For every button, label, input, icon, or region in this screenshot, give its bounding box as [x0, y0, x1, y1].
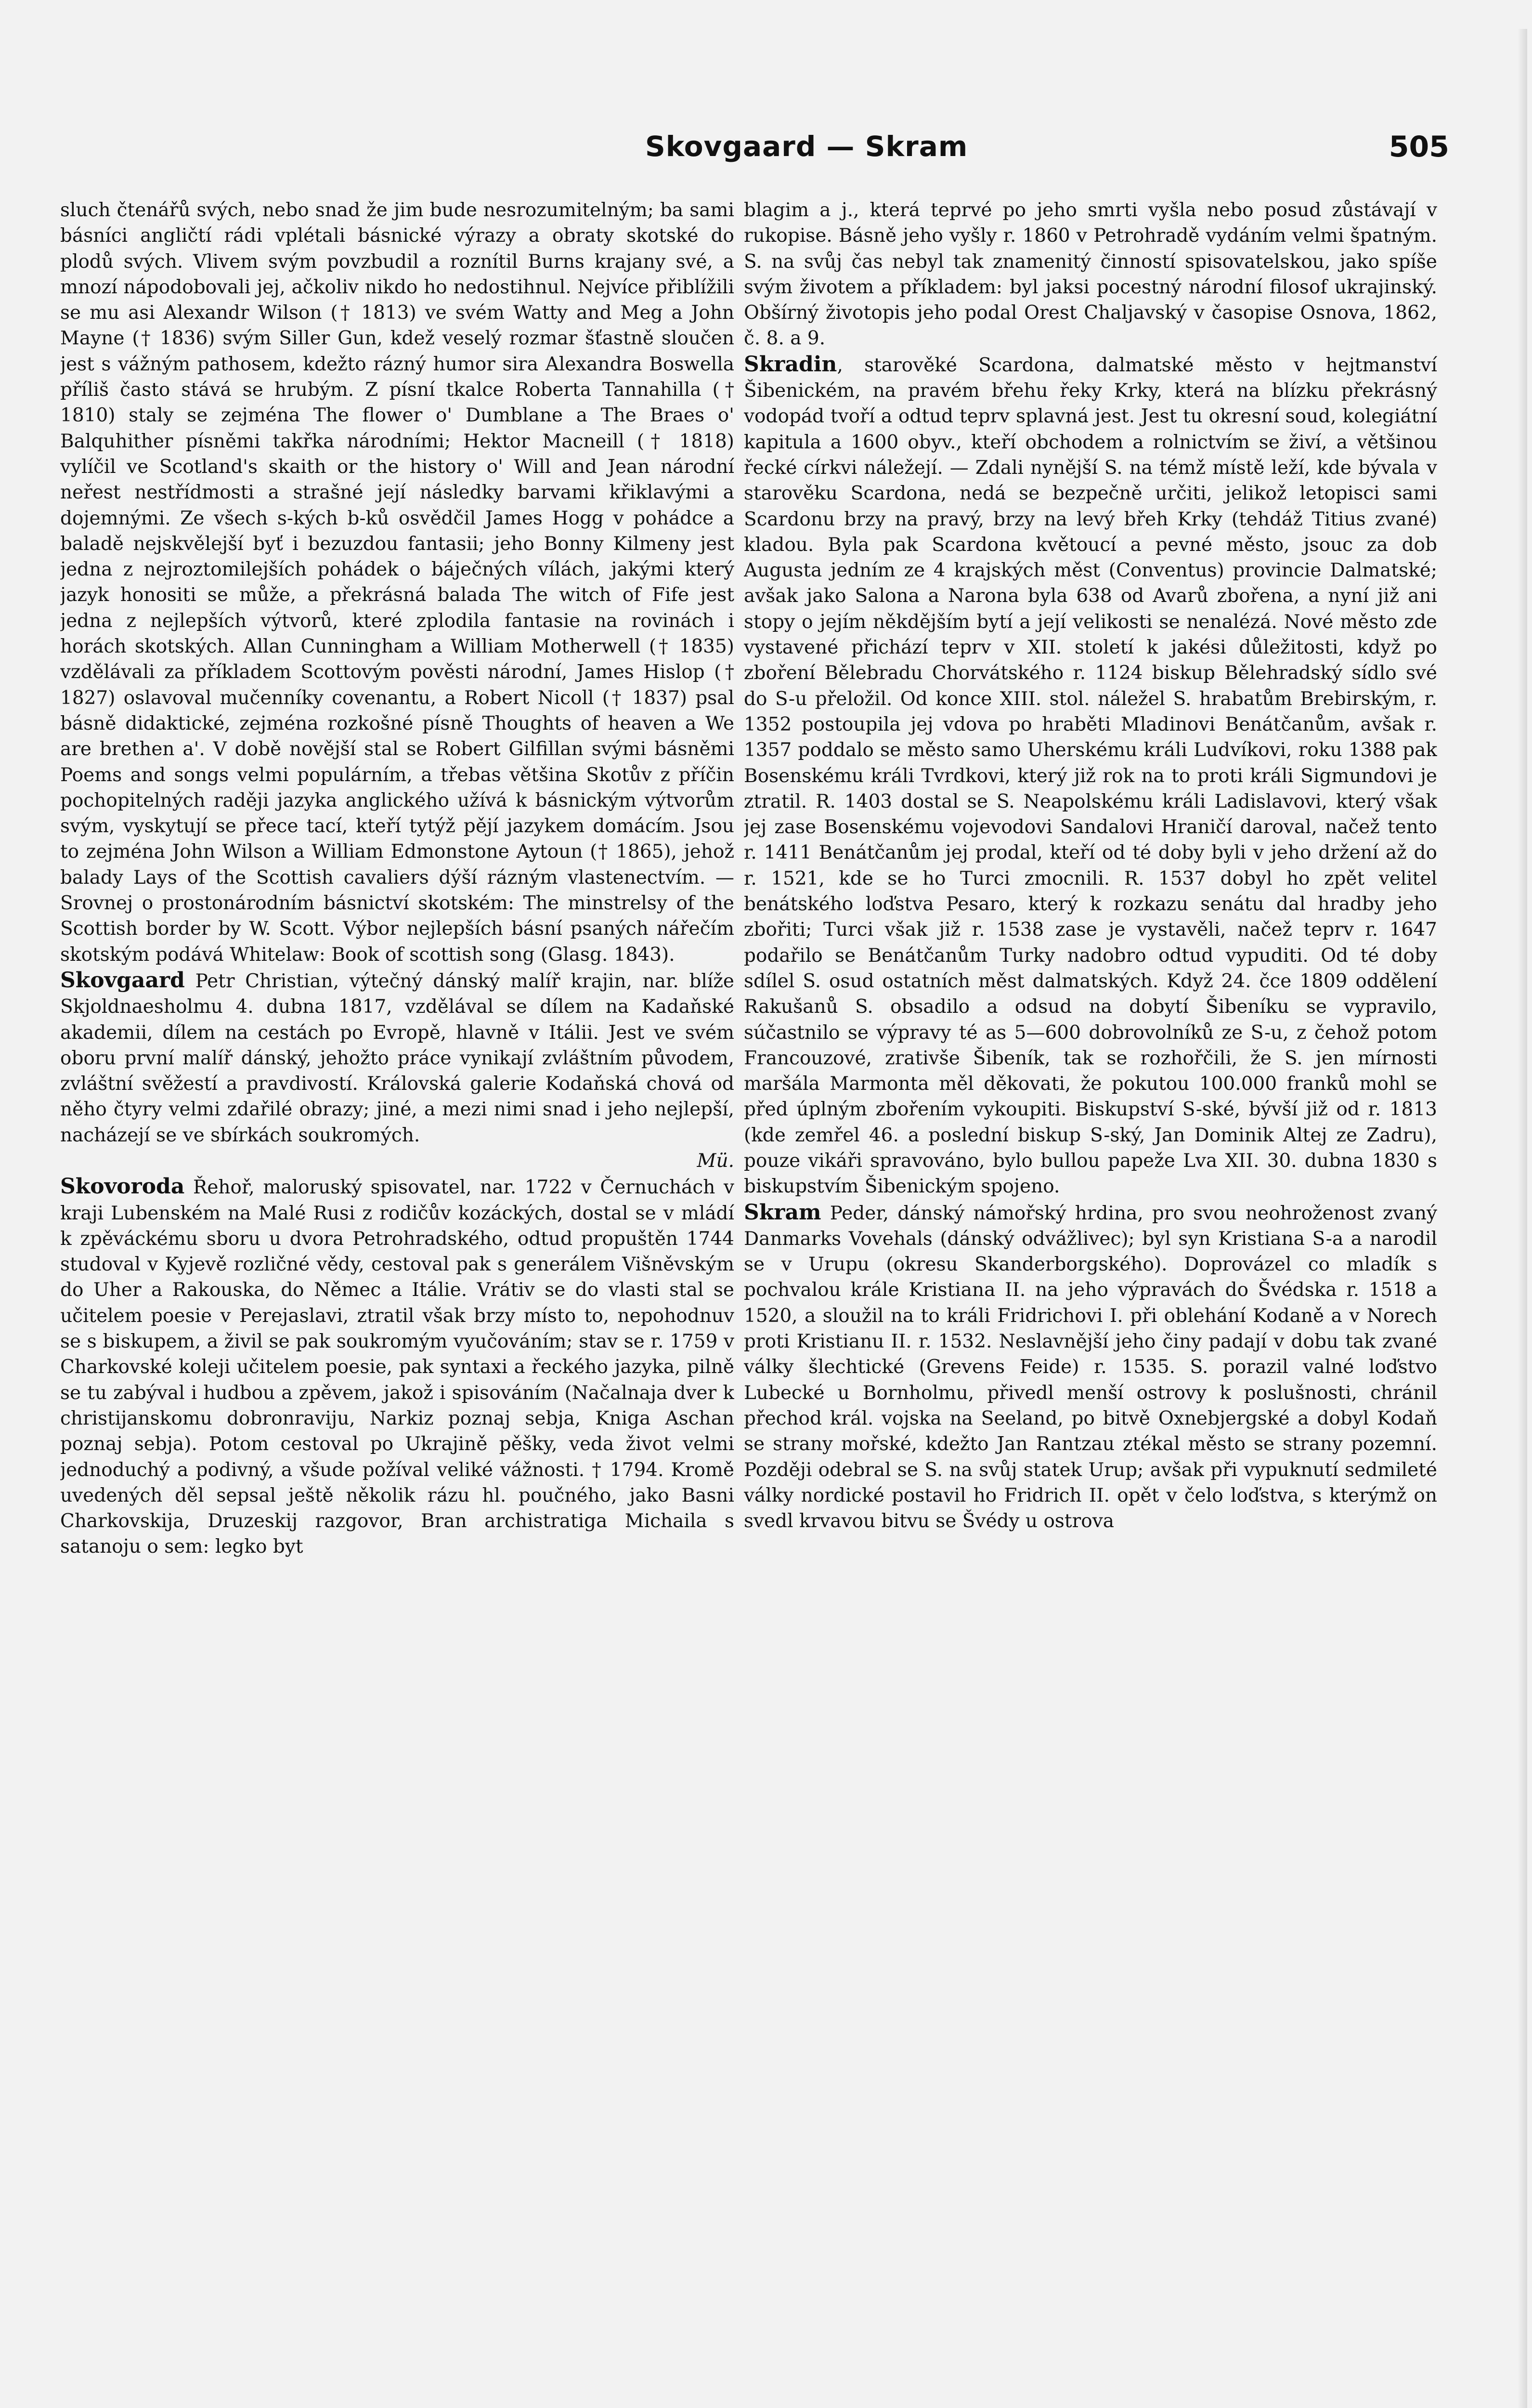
entry-skram	[744, 1200, 1437, 1534]
entry-signature: Mü.	[697, 1150, 734, 1172]
page-edge-shadow	[1518, 29, 1527, 2408]
entry-text: Řehoř, maloruský spisovatel, nar. 1722 v Černuchách v kraji Lubenském na Malé Rusi z rodičův kozáckých, dostal se v mládí k zpěváckému sboru u dvora Petrohradského, odtud propuštěn 1744 studoval v Kyjevě rozličné vědy, cestoval pak s generálem Višněvským do Uher a Rakouska, do Němec a Itálie. Vrátiv se do vlasti stal se učitelem poesie v Perejaslavi, ztratil však brzy místo to, nepohodnuv se s biskupem, a živil se pak soukromým vyučováním; stav se r. 1759 v Charkovské koleji učitelem poesie, pak syntaxi a řeckého jazyka, pilně se tu zabýval i hudbou a zpěvem, jakož i spisováním (Načalnaja dver k christijanskomu dobronraviju, Narkiz poznaj sebja, Kniga Aschan poznaj sebja). Potom cestoval po Ukrajině pěšky, veda život velmi jednoduchý a podivný, a všude požíval veliké vážnosti. † 1794. Kromě uvedených děl sepsal ještě několik rázu hl. poučného, jako Basni Charkovskija, Druzeskij razgovor, Bran archistratiga Michaila s satanoju o sem: legko byt	[60, 1177, 734, 1558]
entry-text: Peder, dánský námořský hrdina, pro svou neohroženost zvaný Danmarks Vovehals (dánský odvážlivec); byl syn Kristiana S-a a narodil se v Urupu (okresu Skanderborgského). Doprovázel co mladík s pochvalou krále Kristiana II. na jeho výpravách do Švédska r. 1518 a 1520, a sloužil na to králi Fridrichovi I. při oblehání Kodaně a v Norech proti Kristianu II. r. 1532. Neslavnější jeho činy padají v dobu tak zvané války šlechtické (Grevens Feide) r. 1535. S. porazil valné loďstvo Lubecké u Bornholmu, přivedl menší ostrovy k poslušnosti, chránil přechod král. vojska na Seeland, po bitvě Oxnebjergské a dobyl Kodaň se strany mořské, kdežto Jan Rantzau ztékal město se strany pozemní. Později odebral se S. na svůj statek Urup; avšak při vypuknutí sedmileté války nordické postavil ho Fridrich II. opět v čelo loďstva, s kterýmž on svedl krvavou bitvu se Švédy u ostrova	[744, 1202, 1437, 1532]
left-column	[60, 197, 734, 2408]
right-column	[744, 197, 1437, 2408]
running-title: Skovgaard — Skram	[645, 130, 968, 163]
entry-term: Skovgaard	[60, 968, 185, 993]
entry-term: Skovoroda	[60, 1174, 185, 1199]
entry-text: Petr Christian, výtečný dánský malíř krajin, nar. blíže Skjoldnaesholmu 4. dubna 1817, vzdělával se dílem na Kadaňské akademii, dílem na cestách po Evropě, hlavně v Itálii. Jest ve svém oboru první malíř dánský, jehožto práce vynikají zvláštním původem, zvláštní svěžestí a pravdivostí. Královská galerie Kodaňská chová od něho čtyry velmi zdařilé obrazy; jiné, a mezi nimi snad i jeho nejlepší, nacházejí se ve sbírkách soukromých.	[60, 970, 734, 1146]
page-header	[53, 130, 1449, 173]
entry-term: Skram	[744, 1200, 821, 1225]
entry-skovoroda	[60, 1174, 734, 1559]
entry-text: starověké Scardona, dalmatské město v hejtmanství Šibenickém, na pravém břehu řeky Krky, která na blízku překrásný vodopád tvoří a odtud teprv splavná jest. Jest tu okresní soud, kolegiátní kapitula a 1600 obyv., kteří obchodem a rolnictvím se živí, a většinou řecké církvi náležejí. — Zdali nynější S. na témž místě leží, kde bývala v starověku Scardona, nedá se bezpečně určiti, jelikož letopisci sami Scardonu brzy na pravý, brzy na levý břeh Krky (tehdáž Titius zvané) kladou. Byla pak Scardona květoucí a pevné město, jsouc za dob Augusta jedním ze 4 krajských měst (Conventus) provincie Dalmatské; avšak jako Salona a Narona byla 638 od Avarů zbořena, a nyní již ani stopy o jejím někdějším bytí a její velikosti se nenalézá. Nové město zde vystavené přichází teprv v XII. století k jakési důležitosti, když po zboření Bělebradu Chorvátského r. 1124 biskup Bělehradský sídlo své do S-u přeložil. Od konce XIII. stol. náležel S. hrabatům Brebirským, r. 1352 postoupila jej vdova po hraběti Mladinovi Benátčanům, avšak r. 1357 poddalo se město samo Uherskému králi Ludvíkovi, roku 1388 pak Bosenskému králi Tvrdkovi, který již rok na to proti králi Sigmundovi je ztratil. R. 1403 dostal se S. Neapolskému králi Ladislavovi, který však jej zase Bosenskému vojevodovi Sandalovi Hraničí daroval, načež tento r. 1411 Benátčanům jej prodal, kteří od té doby byli v jeho držení až do r. 1521, kde se ho Turci zmocnili. R. 1537 dobyl ho zpět velitel benátského loďstva Pesaro, který k rozkazu senátu dal hradby jeho zbořiti; Turci však již r. 1538 zase je vystavěli, načež teprv r. 1647 podařilo se Benátčanům Turky nadobro odtud vypuditi. Od té doby sdílel S. osud ostatních měst dalmatských. Když 24. čce 1809 oddělení Rakušanů S. obsadilo a odsud na dobytí Šibeníku se vypravilo, súčastnilo se výpravy té as 5—600 dobrovolníků ze S-u, z čehož potom Francouzové, zrativše Šibeník, tak se rozhořčili, že S. jen mírnosti maršála Marmonta měl děkovati, že pokutou 100.000 franků mohl se před úplným zbořením vykoupiti. Biskupství S-ské, bývší již od r. 1813 (kde zemřel 46. a poslední biskup S-ský, Jan Dominik Altej ze Zadru), pouze vikáři spravováno, bylo bullou papeže Lva XII. 30. dubna 1830 s biskupstvím Šibenickým spojeno.	[744, 354, 1437, 1198]
entry-skradin: Skradin, starověké Scardona, dalmatské město v hejtmanství Šibenickém, na pravém břehu řeky Krky, která na blízku překrásný vodopád tvoří a odtud teprv splavná jest. Jest tu okresní soud, kolegiátní kapitula a 1600 obyv., kteří obchodem a rolnictvím se živí, a většinou řecké církvi náležejí. — Zdali nynější S. na témž místě leží, kde bývala v starověku Scardona, nedá se bezpečně určiti, jelikož letopisci sami Scardonu brzy na pravý, brzy na levý břeh Krky (tehdáž Titius zvané) kladou. Byla pak Scardona květoucí a pevné město, jsouc za dob Augusta jedním ze 4 krajských měst (Conventus) provincie Dalmatské; avšak jako Salona a Narona byla 638 od Avarů zbořena, a nyní již ani stopy o jejím někdějším bytí a její velikosti se nenalézá. Nové město zde vystavené přichází teprv v XII. století k jakési důležitosti, když po zboření Bělebradu Chorvátského r. 1124 biskup Bělehradský sídlo své do S-u přeložil. Od konce XIII. stol. náležel S. hrabatům Brebirským, r. 1352 postoupila jej vdova po hraběti Mladinovi Benátčanům, avšak r. 1357 poddalo se město samo Uherskému králi Ludvíkovi, roku 1388 pak Bosenskému králi Tvrdkovi, který již rok na to proti králi Sigmundovi je ztratil. R. 1403 dostal se S. Neapolskému králi Ladislavovi, který však jej zase Bosenskému vojevodovi Sandalovi Hraničí daroval, načež tento r. 1411 Benátčanům jej prodal, kteří od té doby byli v jeho držení až do r. 1521, kde se ho Turci zmocnili. R. 1537 dobyl ho zpět velitel benátského loďstva Pesaro, který k rozkazu senátu dal hradby jeho zbořiti; Turci však již r. 1538 zase je vystavěli, načež teprv r. 1647 podařilo se Benátčanům Turky nadobro odtud vypuditi. Od té doby sdílel S. osud ostatních měst dalmatských. Když 24. čce 1809 oddělení Rakušanů S. obsadilo a odsud na dobytí Šibeníku se vypravilo, súčastnilo se výpravy té as 5—600 dobrovolníků ze S-u, z čehož potom Francouzové, zrativše Šibeník, tak se rozhořčili, že S. jen mírnosti maršála Marmonta měl děkovati, že pokutou 100.000 franků mohl se před úplným zbořením vykoupiti. Biskupství S-ské, bývší již od r. 1813 (kde zemřel 46. a poslední biskup S-ský, Jan Dominik Altej ze Zadru), pouze vikáři spravováno, bylo bullou papeže Lva XII. 30. dubna 1830 s biskupstvím Šibenickým spojeno.	[744, 352, 1437, 1198]
page-number: 505	[1389, 130, 1449, 164]
entry-skovgaard	[60, 968, 734, 1174]
entry-term: Skradin	[744, 352, 837, 377]
continued-paragraph: sluch čtenářů svých, nebo snad že jim bude nesrozumitelným; ba sami básníci angličtí rádi vplétali básnické výrazy a obraty skotské do plodů svých. Vlivem svým povzbudil a roznítil Burns krajany své, a mnozí nápodobovali jej, ačkoliv nikdo ho nedostihnul. Nejvíce přiblížili se mu asi Alexandr Wilson († 1813) ve svém Watty and Meg a John Mayne († 1836) svým Siller Gun, kdež veselý rozmar šťastně sloučen jest s vážným pathosem, kdežto rázný humor sira Alexandra Boswella příliš často stává se hrubým. Z písní tkalce Roberta Tannahilla († 1810) staly se zejména The flower o' Dumblane a The Braes o' Balquhither písněmi takřka národními; Hektor Macneill († 1818) vylíčil ve Scotland's skaith or the history o' Will and Jean národní neřest nestřídmosti a strašné její následky barvami křiklavými a dojemnými. Ze všech s-kých b-ků osvědčil James Hogg v pohádce a baladě nejskvělejší byť i bezuzdou fantasii; jeho Bonny Kilmeny jest jedna z nejroztomilejších pohádek o báječných vílách, jakými který jazyk honositi se může, a překrásná balada The witch of Fife jest jedna z nejlepších výtvorů, které zplodila fantasie na rovinách i horách skotských. Allan Cunningham a William Motherwell († 1835) vzdělávali za příkladem Scottovým pověsti národní, James Hislop († 1827) oslavoval mučenníky covenantu, a Robert Nicoll († 1837) psal básně didaktické, zejména rozkošné písně Thoughts of heaven a We are brethen a'. V době novější stal se Robert Gilfillan svými básněmi Poems and songs velmi populárním, a třebas většina Skotův z příčin pochopitelných raději jazyka anglického užívá k básnickým výtvorům svým, vyskytují se přece tací, kteří tytýž pějí jazykem domácím. Jsou to zejména John Wilson a William Edmonstone Aytoun († 1865), jehož balady Lays of the Scottish cavaliers dýší rázným vlastenectvím. — Srovnej o prostonárodním básnictví skotském: The minstrelsy of the Scottish border by W. Scott. Výbor nejlepších básní psaných nářečím skotským podává Whitelaw: Book of scottish song (Glasg. 1843).	[60, 199, 734, 966]
continued-paragraph: blagim a j., která teprvé po jeho smrti vyšla nebo posud zůstávají v rukopise. Básně jeho vyšly r. 1860 v Petrohradě vydáním velmi špatným. S. na svůj čas nebyl tak znamenitý činností spisovatelskou, jako spíše svým životem a příkladem: byl jaksi pocestný národní filosof ukrajinský. Obšírný životopis jeho podal Orest Chaljavský v časopise Osnova, 1862, č. 8. a 9.	[744, 199, 1437, 350]
